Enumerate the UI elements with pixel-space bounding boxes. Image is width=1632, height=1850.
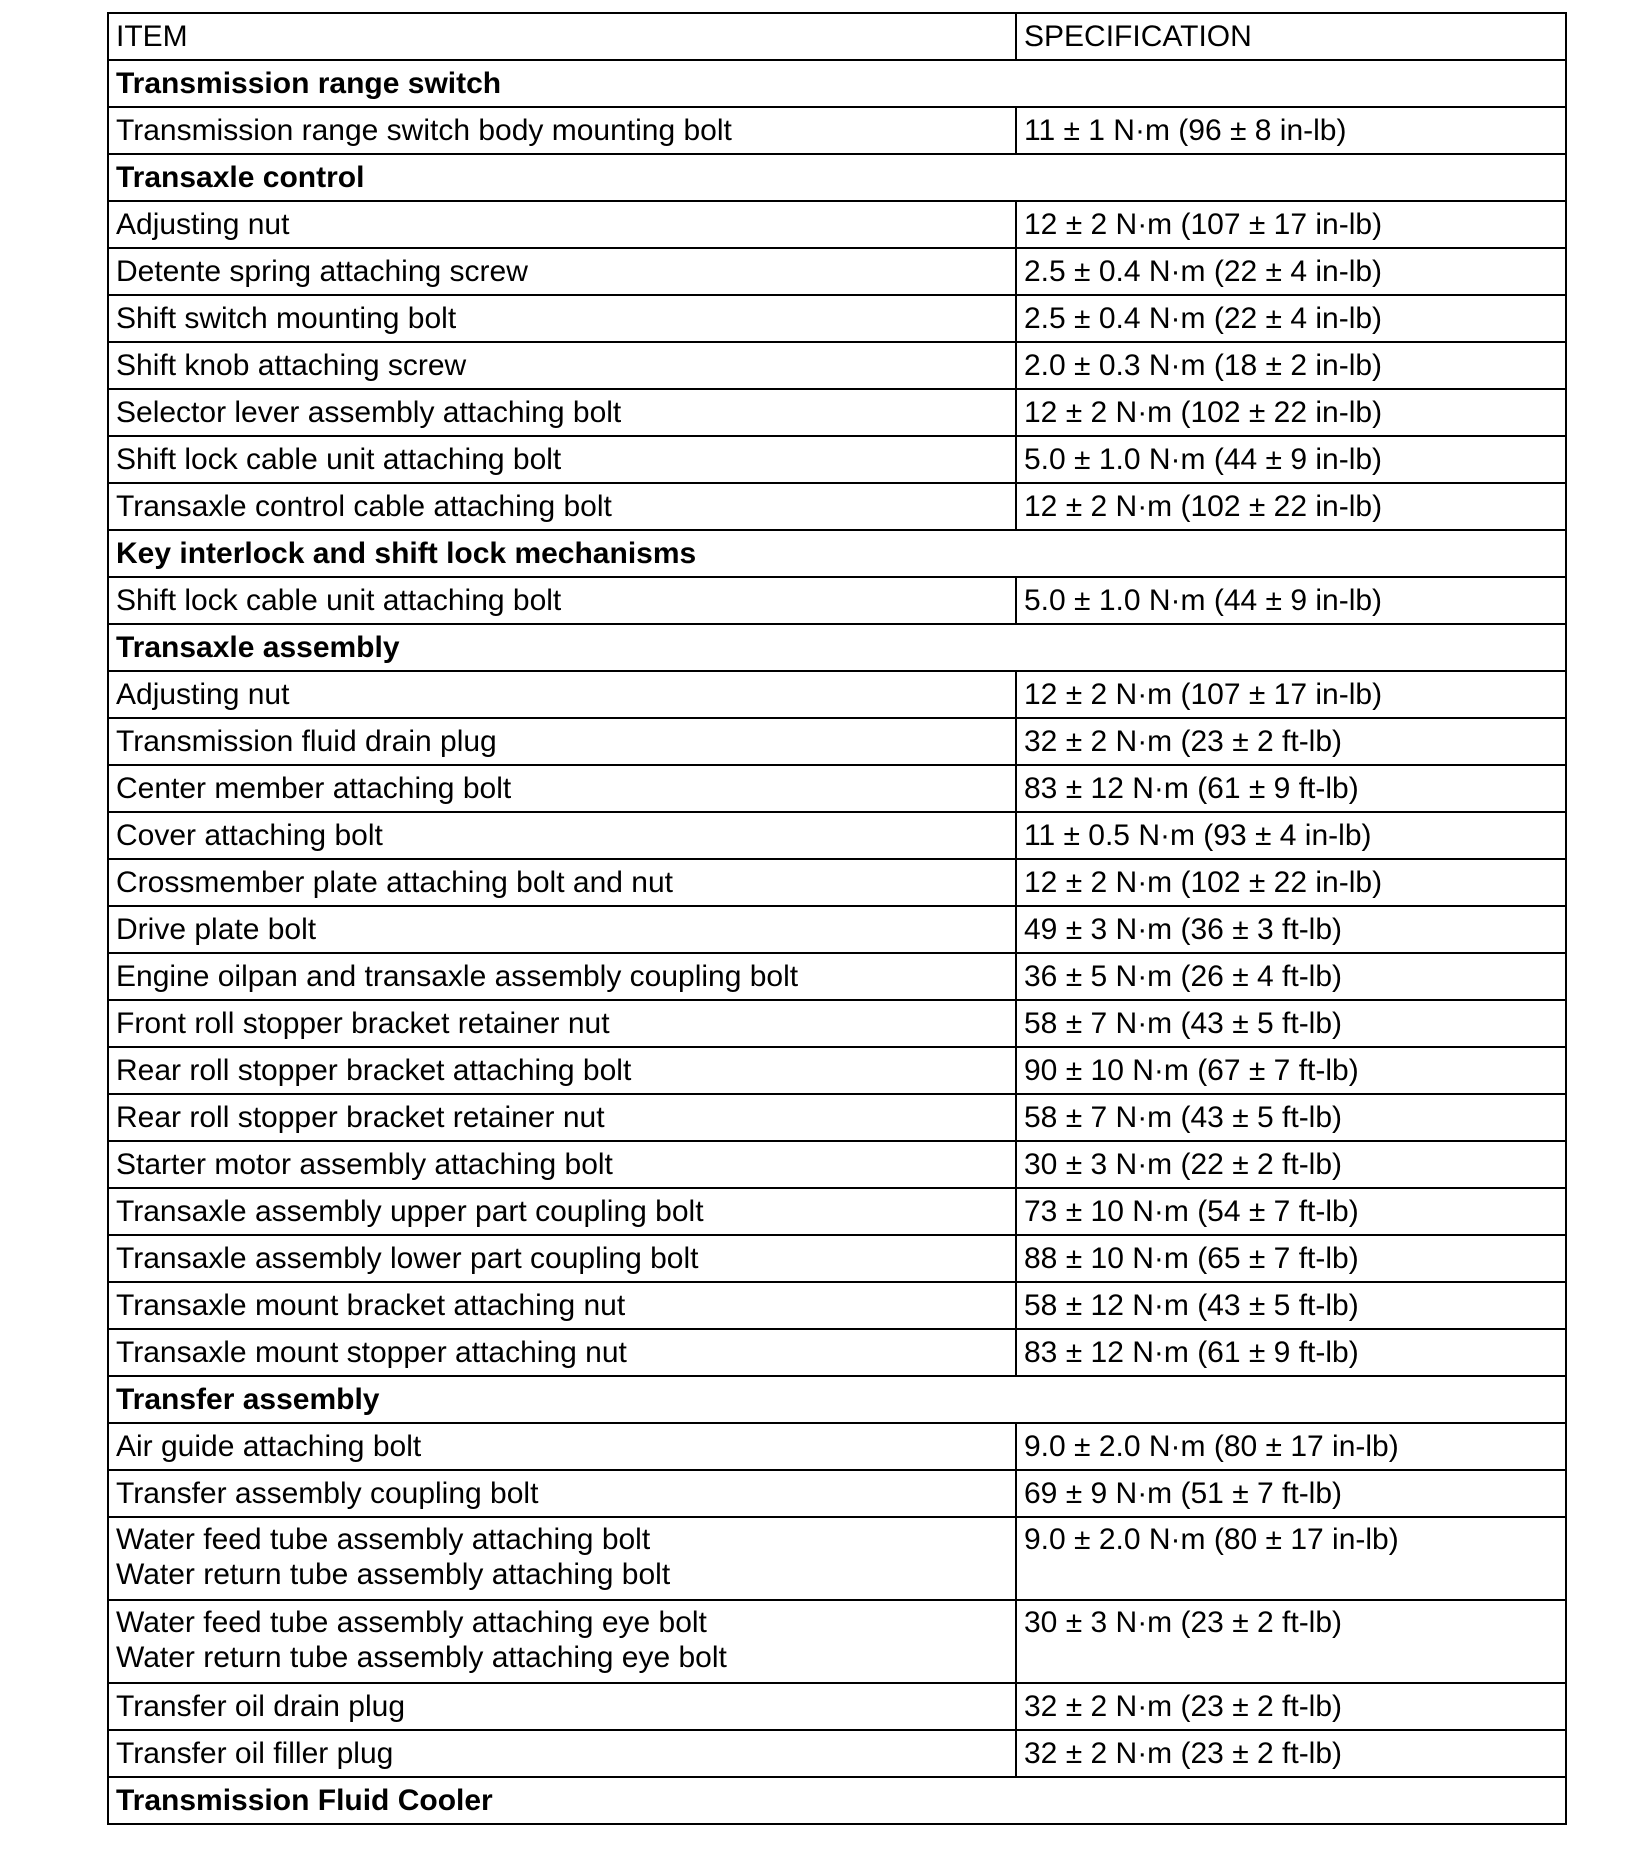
section-title: Key interlock and shift lock mechanisms: [108, 530, 1566, 577]
item-cell: [108, 1730, 1016, 1777]
item-cell: [108, 859, 1016, 906]
specification-cell: 9.0 ± 2.0 N·m (80 ± 17 in-lb): [1016, 1517, 1566, 1600]
table-row: [108, 1047, 1566, 1094]
table-row: [108, 295, 1566, 342]
item-name: Selector lever assembly attaching bolt: [116, 396, 622, 429]
item-name: Air guide attaching bolt: [116, 1430, 422, 1463]
specification-cell: 12 ± 2 N·m (102 ± 22 in-lb): [1016, 483, 1566, 530]
item-name: Water return tube assembly attaching eye bolt: [116, 1641, 727, 1674]
item-name: Adjusting nut: [116, 208, 290, 241]
specification-cell: 58 ± 7 N·m (43 ± 5 ft-lb): [1016, 1094, 1566, 1141]
specification-cell: 73 ± 10 N·m (54 ± 7 ft-lb): [1016, 1188, 1566, 1235]
table-body: [108, 60, 1566, 1824]
specification-cell: 12 ± 2 N·m (102 ± 22 in-lb): [1016, 859, 1566, 906]
item-name: Transaxle mount bracket attaching nut: [116, 1289, 626, 1322]
table-row: [108, 1683, 1566, 1730]
item-name: Crossmember plate attaching bolt and nut: [116, 866, 673, 899]
specification-cell: 58 ± 7 N·m (43 ± 5 ft-lb): [1016, 1000, 1566, 1047]
specification-cell: 2.5 ± 0.4 N·m (22 ± 4 in-lb): [1016, 248, 1566, 295]
specification-cell: 2.5 ± 0.4 N·m (22 ± 4 in-lb): [1016, 295, 1566, 342]
table-row: [108, 812, 1566, 859]
item-name: Front roll stopper bracket retainer nut: [116, 1007, 610, 1040]
item-cell: [108, 1329, 1016, 1376]
item-cell: [108, 1282, 1016, 1329]
specification-cell: 12 ± 2 N·m (107 ± 17 in-lb): [1016, 201, 1566, 248]
header-item: ITEM: [108, 13, 1016, 60]
item-cell: [108, 1517, 1016, 1600]
specification-cell: 11 ± 1 N·m (96 ± 8 in-lb): [1016, 107, 1566, 154]
item-name: Water return tube assembly attaching bolt: [116, 1558, 671, 1591]
specification-cell: 12 ± 2 N·m (107 ± 17 in-lb): [1016, 671, 1566, 718]
item-name: Transmission fluid drain plug: [116, 725, 497, 758]
item-cell: [108, 577, 1016, 624]
item-name: Shift knob attaching screw: [116, 349, 467, 382]
specification-cell: 90 ± 10 N·m (67 ± 7 ft-lb): [1016, 1047, 1566, 1094]
table-row: [108, 107, 1566, 154]
item-cell: [108, 342, 1016, 389]
item-cell: [108, 765, 1016, 812]
item-cell: [108, 812, 1016, 859]
table-row: [108, 1000, 1566, 1047]
section-title: Transmission range switch: [108, 60, 1566, 107]
item-name: Transfer assembly coupling bolt: [116, 1477, 539, 1510]
table-row: [108, 1094, 1566, 1141]
item-cell: [108, 483, 1016, 530]
torque-specification-table: [107, 12, 1567, 1825]
item-cell: [108, 1683, 1016, 1730]
table-row: [108, 389, 1566, 436]
item-cell: [108, 295, 1016, 342]
specification-cell: 69 ± 9 N·m (51 ± 7 ft-lb): [1016, 1470, 1566, 1517]
section-row: [108, 530, 1566, 577]
table-row: [108, 859, 1566, 906]
item-cell: [108, 671, 1016, 718]
specification-cell: 12 ± 2 N·m (102 ± 22 in-lb): [1016, 389, 1566, 436]
item-name: Cover attaching bolt: [116, 819, 383, 852]
header-specification: SPECIFICATION: [1016, 13, 1566, 60]
specification-cell: 83 ± 12 N·m (61 ± 9 ft-lb): [1016, 1329, 1566, 1376]
item-cell: [108, 1188, 1016, 1235]
table-row: [108, 1329, 1566, 1376]
item-cell: [108, 953, 1016, 1000]
table-row: [108, 483, 1566, 530]
specification-cell: 5.0 ± 1.0 N·m (44 ± 9 in-lb): [1016, 436, 1566, 483]
item-name: Shift lock cable unit attaching bolt: [116, 584, 562, 617]
item-name: Water feed tube assembly attaching bolt: [116, 1523, 651, 1556]
section-title: Transfer assembly: [108, 1376, 1566, 1423]
item-cell: [108, 1600, 1016, 1683]
section-row: [108, 60, 1566, 107]
specification-cell: 9.0 ± 2.0 N·m (80 ± 17 in-lb): [1016, 1423, 1566, 1470]
table-row: [108, 1235, 1566, 1282]
item-cell: [108, 1000, 1016, 1047]
item-cell: [108, 248, 1016, 295]
item-cell: [108, 107, 1016, 154]
table-row: [108, 201, 1566, 248]
table-row: [108, 718, 1566, 765]
specification-cell: 30 ± 3 N·m (22 ± 2 ft-lb): [1016, 1141, 1566, 1188]
table-row: [108, 1141, 1566, 1188]
table-row: [108, 1470, 1566, 1517]
item-name: Transaxle mount stopper attaching nut: [116, 1336, 627, 1369]
table-row: [108, 1423, 1566, 1470]
table-row: [108, 436, 1566, 483]
specification-cell: 88 ± 10 N·m (65 ± 7 ft-lb): [1016, 1235, 1566, 1282]
specification-cell: 83 ± 12 N·m (61 ± 9 ft-lb): [1016, 765, 1566, 812]
item-name: Transfer oil filler plug: [116, 1737, 394, 1770]
section-title: Transmission Fluid Cooler: [108, 1777, 1566, 1824]
item-cell: [108, 1423, 1016, 1470]
item-cell: [108, 1235, 1016, 1282]
table-row: [108, 248, 1566, 295]
table-row: [108, 342, 1566, 389]
item-name: Transaxle assembly upper part coupling bolt: [116, 1195, 704, 1228]
item-name: Engine oilpan and transaxle assembly coupling bolt: [116, 960, 799, 993]
table-row: [108, 577, 1566, 624]
item-name: Transaxle assembly lower part coupling bolt: [116, 1242, 699, 1275]
item-cell: [108, 201, 1016, 248]
item-name: Rear roll stopper bracket retainer nut: [116, 1101, 605, 1134]
item-cell: [108, 1047, 1016, 1094]
item-cell: [108, 389, 1016, 436]
table-row: [108, 1188, 1566, 1235]
specification-cell: 32 ± 2 N·m (23 ± 2 ft-lb): [1016, 718, 1566, 765]
specification-cell: 30 ± 3 N·m (23 ± 2 ft-lb): [1016, 1600, 1566, 1683]
specification-cell: 11 ± 0.5 N·m (93 ± 4 in-lb): [1016, 812, 1566, 859]
item-cell: [108, 1470, 1016, 1517]
section-row: [108, 154, 1566, 201]
item-name: Detente spring attaching screw: [116, 255, 528, 288]
table-row: [108, 671, 1566, 718]
header-row: [108, 13, 1566, 60]
item-name: Transmission range switch body mounting bolt: [116, 114, 732, 147]
item-name: Center member attaching bolt: [116, 772, 512, 805]
item-name: Transaxle control cable attaching bolt: [116, 490, 612, 523]
specification-cell: 5.0 ± 1.0 N·m (44 ± 9 in-lb): [1016, 577, 1566, 624]
item-name: Transfer oil drain plug: [116, 1690, 406, 1723]
section-row: [108, 1777, 1566, 1824]
specification-cell: 49 ± 3 N·m (36 ± 3 ft-lb): [1016, 906, 1566, 953]
item-cell: [108, 906, 1016, 953]
specification-cell: 36 ± 5 N·m (26 ± 4 ft-lb): [1016, 953, 1566, 1000]
section-row: [108, 624, 1566, 671]
table-row: [108, 1282, 1566, 1329]
item-name: Drive plate bolt: [116, 913, 317, 946]
specification-cell: 2.0 ± 0.3 N·m (18 ± 2 in-lb): [1016, 342, 1566, 389]
item-name: Starter motor assembly attaching bolt: [116, 1148, 613, 1181]
specification-cell: 32 ± 2 N·m (23 ± 2 ft-lb): [1016, 1683, 1566, 1730]
section-row: [108, 1376, 1566, 1423]
table-row: [108, 953, 1566, 1000]
item-name: Shift switch mounting bolt: [116, 302, 457, 335]
table-row: [108, 906, 1566, 953]
specification-cell: 32 ± 2 N·m (23 ± 2 ft-lb): [1016, 1730, 1566, 1777]
section-title: Transaxle assembly: [108, 624, 1566, 671]
table-row: [108, 1730, 1566, 1777]
item-name: Water feed tube assembly attaching eye bolt: [116, 1606, 707, 1639]
item-name: Adjusting nut: [116, 678, 290, 711]
section-title: Transaxle control: [108, 154, 1566, 201]
table-row: [108, 765, 1566, 812]
table-row: [108, 1600, 1566, 1683]
item-cell: [108, 436, 1016, 483]
item-cell: [108, 1141, 1016, 1188]
item-name: Rear roll stopper bracket attaching bolt: [116, 1054, 632, 1087]
item-cell: [108, 1094, 1016, 1141]
item-cell: [108, 718, 1016, 765]
specification-cell: 58 ± 12 N·m (43 ± 5 ft-lb): [1016, 1282, 1566, 1329]
item-name: Shift lock cable unit attaching bolt: [116, 443, 562, 476]
table-row: [108, 1517, 1566, 1600]
